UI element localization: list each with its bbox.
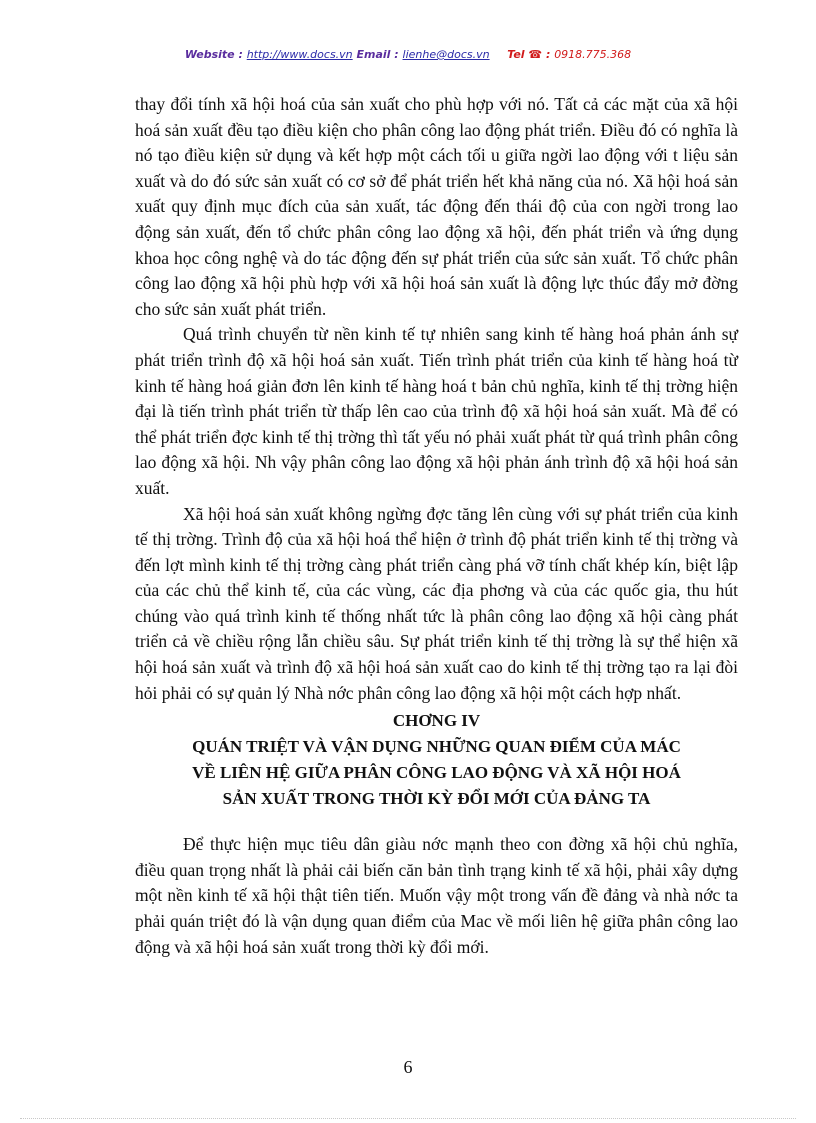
chapter-title-line-3: SẢN XUẤT TRONG THỜI KỲ ĐỔI MỚI CỦA ĐẢNG TA (222, 789, 651, 809)
website-link[interactable]: http://www.docs.vn (246, 48, 353, 61)
page-bottom-divider (20, 1118, 796, 1119)
email-label: Email : (356, 48, 399, 61)
paragraph-1: thay đổi tính xã hội hoá của sản xuất cho phù hợp với nó. Tất cả các mặt của xã hội hoá sản xuất đều tạo điều kiện cho phân công lao động phát triển. Điều đó có nghĩa là nó tạo điều kiện sử dụng và kết hợp một cách tối u giữa ngời lao động với t liệu sản xuất và do đó sức sản xuất có cơ sở để phát triển hết khả năng của nó. Xã hội hoá sản xuất quy định mục đích của sản xuất, tác động đến thái độ của con ngời trong lao động sản xuất, đến tổ chức phân công lao động xã hội, đến phát triển và ứng dụng khoa học công nghệ và do tác động đến sự phát triển của sức sản xuất. Tổ chức phân công lao động xã hội phù hợp với xã hội hoá sản xuất là động lực thúc đẩy mở đờng cho sức sản xuất phát triển. (135, 94, 738, 319)
website-label: Website : (184, 48, 243, 61)
chapter-title-line-2: VỀ LIÊN HỆ GIỮA PHÂN CÔNG LAO ĐỘNG VÀ XÃ HỘI HOÁ (192, 763, 681, 783)
tel-label: Tel ☎ : (507, 48, 551, 61)
document-body (135, 92, 738, 960)
email-link[interactable]: lienhe@docs.vn (402, 48, 490, 61)
page-number: 6 (403, 1057, 413, 1077)
paragraph-4: Để thực hiện mục tiêu dân giàu nớc mạnh theo con đờng xã hội chủ nghĩa, điều quan trọng nhất là phải cải biến căn bản tình trạng kinh tế xã hội, phải xây dựng một nền kinh tế xã hội thật tiên tiến. Muốn vậy một trong vấn đề đảng và nhà nớc ta phải quán triệt đó là vận dụng quan điểm của Mac về mối liên hệ giữa phân công lao động và xã hội hoá sản xuất trong thời kỳ đổi mới. (135, 834, 738, 957)
chapter-title-line-1: QUÁN TRIỆT VÀ VẬN DỤNG NHỮNG QUAN ĐIỂM CỦA MÁC (192, 737, 681, 757)
page-header (0, 48, 816, 61)
paragraph-2: Quá trình chuyển từ nền kinh tế tự nhiên sang kinh tế hàng hoá phản ánh sự phát triển trình độ xã hội hoá sản xuất. Tiến trình phát triển của kinh tế hàng hoá từ kinh tế hàng hoá giản đơn lên kinh tế hàng hoá t bản chủ nghĩa, kinh tế thị trờng hiện đại là tiến trình phát triển từ thấp lên cao của trình độ xã hội hoá sản xuất. Mà để có thể phát triển đợc kinh tế thị trờng thì tất yếu nó phải xuất phát từ quá trình phân công lao động xã hội. Nh vậy phân công lao động xã hội phản ánh trình độ xã hội hoá sản xuất. (135, 324, 738, 498)
chapter-label: CHƠNG IV (392, 711, 481, 731)
paragraph-3: Xã hội hoá sản xuất không ngừng đợc tăng lên cùng với sự phát triển của kinh tế thị trờng. Trình độ của xã hội hoá thể hiện ở trình độ phát triển kinh tế thị trờng và đến lợt mình kinh tế thị trờng càng phát triển càng phá vỡ tính chất khép kín, biệt lập của các chủ thể kinh tế, của các vùng, các địa phơng và của các quốc gia, thu hút chúng vào quá trình kinh tế thống nhất tức là phân công lao động xã hội càng phát triển cả về chiều rộng lẫn chiều sâu. Sự phát triển kinh tế thị trờng là sự thể hiện xã hội hoá sản xuất và trình độ xã hội hoá sản xuất cao do kinh tế thị trờng tạo ra lại đòi hỏi phải có sự quản lý Nhà nớc phân công lao động xã hội một cách hợp nhất. (135, 503, 738, 703)
tel-number: 0918.775.368 (554, 48, 632, 61)
chapter-title (115, 734, 758, 812)
